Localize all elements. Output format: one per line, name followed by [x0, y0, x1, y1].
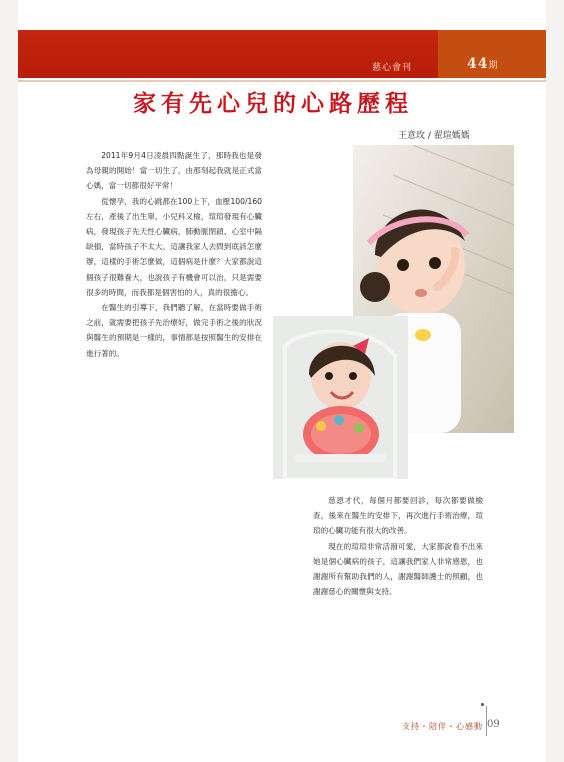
article-author: 王意玫 / 翟瑄媽媽 [398, 131, 470, 141]
photo-girl-chair-illustration [273, 316, 408, 479]
paragraph: 現在的瑄瑄非常活潑可愛，大家都說看不出來她是個心臟病的孩子，這讓我們家人非常感恩，也謝謝所有幫助我們的人，謝謝醫師護士的照顧，也謝謝慈心的關懷與支持。 [313, 541, 483, 597]
paragraph: 在醫生的引導下，我們聽了解，在當時要做手術之前，就需要把孩子先治療好，做完手術之後的狀況與醫生的預期是一樣的，事情都是按照醫生的安排在進行著的。 [86, 303, 262, 358]
paragraph: 2011年9月4日凌晨四點誕生了，那時我也是發為母親的開始！當一切生了，由那刻起我就是正式當心媽，當一切都很好平常！ [86, 151, 262, 191]
article-column-right [313, 493, 483, 599]
article-column-left [86, 148, 262, 361]
issue-number [467, 56, 499, 72]
footer-slogan: 支持・陪伴・心感動 [402, 722, 483, 731]
issue-suffix: 期 [488, 61, 499, 71]
photo-girl-chair [273, 316, 408, 479]
header-divider [18, 80, 546, 82]
issue-value: 44 [467, 56, 489, 72]
paragraph: 從懷孕，我的心跳都在100上下，血壓100/160左右，產後了出生單，小兒科又檢，瑄瑄發現有心臟病，發現孩子先天性心臟病，肺動脈閉鎖、心室中隔缺損，當時孩子不太大。這讓我家人去問到底該怎麼辦，這樣的手術怎麼做，這個病是什麼？大家都說這個孩子很難養大，也說孩子有機會可以治，只是需要很多的時間，而我都是個害怕的人，真的很擔心。 [86, 196, 262, 297]
page-number: 09 [487, 719, 500, 730]
article-title: 家有先心兒的心路歷程 [133, 90, 413, 117]
footer-dot [481, 703, 484, 706]
paragraph: 慈恩才代，每個月都要回診，每次都要做檢查，後來在醫生的安排下，再次進行手術治療，瑄瑄的心臟功能有很大的改善。 [313, 496, 483, 536]
journal-name: 慈心會刊 [372, 63, 413, 73]
